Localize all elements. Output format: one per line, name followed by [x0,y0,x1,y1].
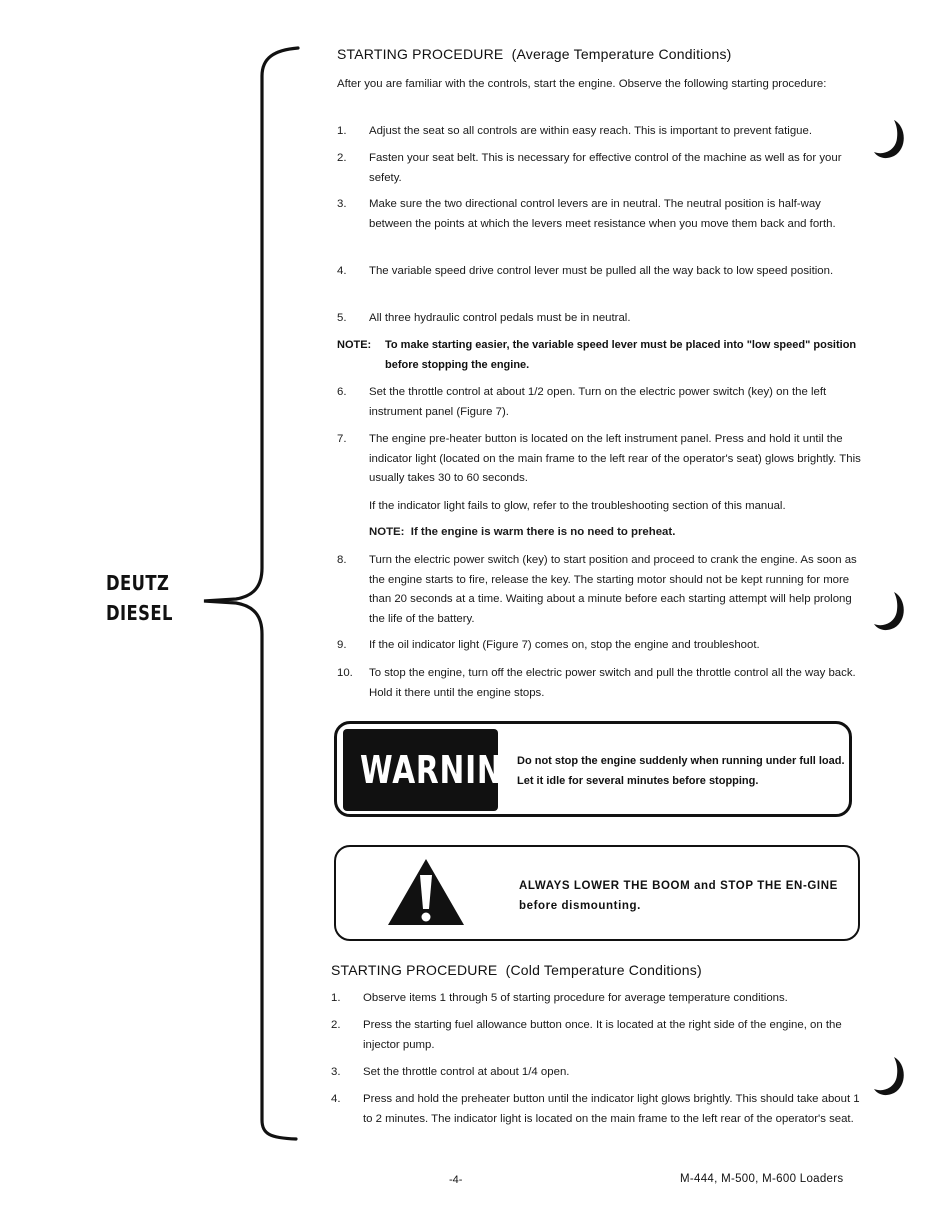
list-item [337,149,861,188]
item-number: 6. [337,386,347,398]
note-text: If the engine is warm there is no need to preheat. [410,526,676,538]
intro-paragraph: After you are familiar with the controls, start the engine. Observe the following starting procedure: [337,78,827,90]
item-number: 5. [337,312,347,324]
binder-hole-icon [872,118,910,162]
footer-model-list: M-444, M-500, M-600 Loaders [680,1173,844,1185]
exclamation-triangle-icon [386,857,466,927]
item-number: 2. [331,1019,341,1031]
list-item [331,989,861,1009]
list-item [337,430,861,489]
binder-hole-icon [872,1055,910,1099]
list-item [337,383,861,422]
note-low-speed [337,335,861,375]
list-item [337,636,861,656]
page-number: -4- [449,1174,463,1186]
binder-hole-icon [872,590,910,634]
list-item [337,551,861,629]
warning-text: Do not stop the engine suddenly when running under full load. Let it idle for several minutes before stopping. [517,755,845,787]
item-number: 4. [331,1093,341,1105]
item-text: All three hydraulic control pedals must be in neutral. [369,312,631,324]
list-item [331,1063,861,1083]
list-item [337,262,861,282]
section-brace [196,40,306,1150]
item-text: Make sure the two directional control levers are in neutral. The neutral position is half-way between the points at which the levers meet resistance when you move them back and forth. [369,198,836,230]
engine-fuel-text: DIESEL [106,601,173,625]
caution-text: ALWAYS LOWER THE BOOM and STOP THE EN-GINE before dismounting. [519,880,838,912]
item-text: The variable speed drive control lever must be pulled all the way back to low speed position. [369,265,834,277]
item-text: Turn the electric power switch (key) to start position and proceed to crank the engine. As soon as the engine starts to fire, release the key. The starting motor should not be kept running for more than 20 seconds at a time. Waiting about a minute before each starting attempt will help prolong the life of the battery. [369,554,857,625]
item-number: 8. [337,554,347,566]
engine-type-label [106,568,204,628]
item-text: Observe items 1 through 5 of starting procedure for average temperature conditions. [363,992,788,1004]
heading-sub: (Cold Temperature Conditions) [505,962,702,978]
item-text: Fasten your seat belt. This is necessary for effective control of the machine as well as for your sefety. [369,152,842,184]
list-item [337,664,861,703]
item-text: If the oil indicator light (Figure 7) comes on, stop the engine and troubleshoot. [369,639,760,651]
list-item [331,1090,861,1129]
list-item [331,1016,861,1055]
item7-note [369,523,861,543]
item-text: Press and hold the preheater button until the indicator light glows brightly. This should take about 1 to 2 minutes. The indicator light is located on the main frame to the left rear of the operator's seat. [363,1093,860,1125]
item-text: Adjust the seat so all controls are within easy reach. This is important to prevent fatigue. [369,125,812,137]
heading-main: STARTING PROCEDURE [331,962,498,978]
item-number: 3. [337,198,347,210]
item-text: To stop the engine, turn off the electric power switch and pull the throttle control all the way back. Hold it there until the engine stops. [369,667,856,699]
section-heading-cold [331,962,702,978]
item-number: 9. [337,639,347,651]
item-number: 10. [337,667,353,679]
note-label: NOTE: [337,339,372,351]
item-text: The engine pre-heater button is located on the left instrument panel. Press and hold it until the indicator light (located on the main frame to the left rear of the operator's seat) glows brightly. This usually takes 30 to 60 seconds. [369,433,861,484]
item-number: 4. [337,265,347,277]
engine-brand-text: DEUTZ [106,571,170,595]
heading-main: STARTING PROCEDURE [337,46,504,62]
item-number: 1. [337,125,347,137]
item-text: Set the throttle control at about 1/4 open. [363,1066,570,1078]
item-number: 3. [331,1066,341,1078]
item-number: 2. [337,152,347,164]
note-label: NOTE: [369,526,405,538]
item7-troubleshoot-text: If the indicator light fails to glow, refer to the troubleshooting section of this manual. [369,500,786,512]
list-item [337,195,861,234]
list-item [337,122,861,142]
section-heading-average [337,46,732,62]
list-item [337,309,861,329]
item-text: Set the throttle control at about 1/2 open. Turn on the electric power switch (key) on the left instrument panel (Figure 7). [369,386,827,418]
item-number: 1. [331,992,341,1004]
item-number: 7. [337,433,347,445]
warning-label: WARNING [360,748,528,792]
note-text: To make starting easier, the variable speed lever must be placed into "low speed" position before stopping the engine. [385,339,857,371]
heading-sub: (Average Temperature Conditions) [511,46,732,62]
item-text: Press the starting fuel allowance button once. It is located at the right side of the engine, on the injector pump. [363,1019,842,1051]
